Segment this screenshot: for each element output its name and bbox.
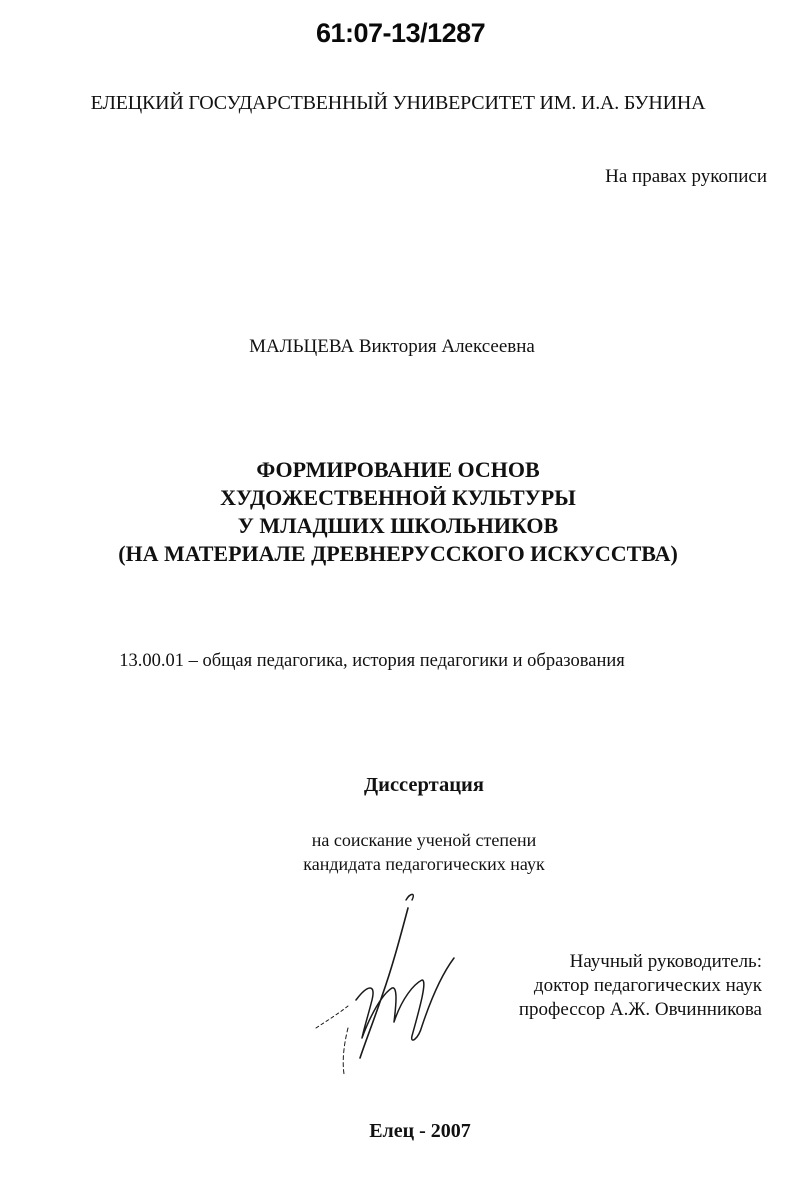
- university-name: ЕЛЕЦКИЙ ГОСУДАРСТВЕННЫЙ УНИВЕРСИТЕТ ИМ. И.А. БУНИНА: [90, 92, 706, 114]
- degree-line: на соискание ученой степени: [311, 830, 537, 850]
- document-type: Диссертация: [364, 774, 484, 796]
- specialty-code: 13.00.01 – общая педагогика, история педагогики и образования: [119, 651, 625, 671]
- degree-line: кандидата педагогических наук: [303, 854, 545, 874]
- signature-stroke: [343, 1028, 348, 1074]
- author-name: МАЛЬЦЕВА Виктория Алексеевна: [249, 336, 535, 357]
- title-line: ХУДОЖЕСТВЕННОЙ КУЛЬТУРЫ: [220, 485, 576, 510]
- signature-stroke: [316, 1006, 348, 1028]
- supervisor-line: Научный руководитель:: [569, 951, 762, 972]
- supervisor-line: профессор А.Ж. Овчинникова: [518, 999, 762, 1020]
- handwritten-signature: [308, 888, 468, 1088]
- title-line: (НА МАТЕРИАЛЕ ДРЕВНЕРУССКОГО ИСКУССТВА): [118, 541, 678, 566]
- catalog-code: 61:07-13/1287: [316, 18, 486, 48]
- signature-stroke: [360, 908, 408, 1058]
- degree-statement: [26, 828, 796, 876]
- dissertation-title: [0, 456, 796, 568]
- title-line: У МЛАДШИХ ШКОЛЬНИКОВ: [237, 513, 559, 538]
- supervisor-block: [519, 950, 762, 1022]
- supervisor-line: доктор педагогических наук: [533, 975, 762, 996]
- place-and-year: Елец - 2007: [369, 1120, 471, 1142]
- signature-stroke: [406, 894, 413, 900]
- manuscript-note: На правах рукописи: [605, 166, 767, 187]
- title-line: ФОРМИРОВАНИЕ ОСНОВ: [256, 457, 540, 482]
